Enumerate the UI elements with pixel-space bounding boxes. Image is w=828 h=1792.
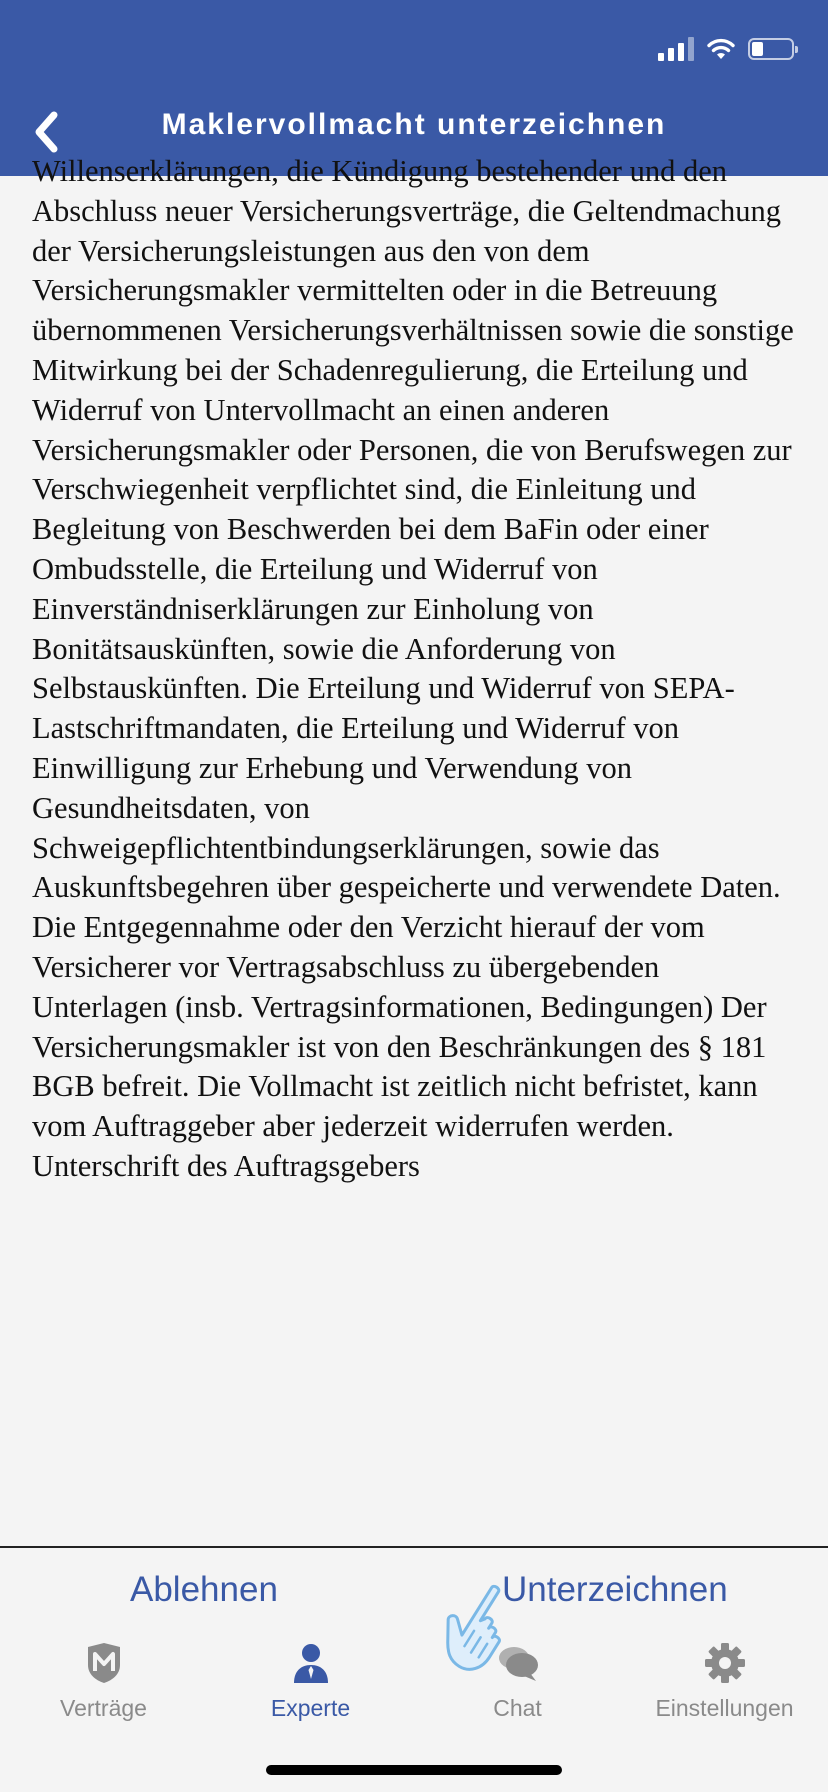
navigation-header [0, 0, 828, 176]
tab-label: Einstellungen [655, 1695, 794, 1721]
status-bar [658, 34, 794, 64]
tab-label: Verträge [60, 1695, 147, 1721]
page-title: Maklervollmacht unterzeichnen [161, 108, 667, 141]
hand-pointer-icon [438, 1580, 516, 1676]
sign-button[interactable]: Unterzeichnen [502, 1570, 728, 1609]
shield-m-icon [82, 1641, 126, 1685]
tab-label: Chat [493, 1695, 542, 1721]
person-icon [289, 1641, 333, 1685]
gear-icon [703, 1641, 747, 1685]
tab-label: Experte [270, 1695, 351, 1721]
decline-button[interactable]: Ablehnen [130, 1570, 278, 1609]
home-indicator [266, 1765, 562, 1775]
document-text: Willenserklärungen, die Kündigung bestehender und den Abschluss neuer Versicherungsverträge, die Geltendmachung der Versicherungsleistungen aus den von dem Versicherungsmakler vermittelten oder in die Betreuung übernommenen Versicherungsverhältnissen sowie die sonstige Mitwirkung bei der Schadenregulierung, die Erteilung und Widerruf von Untervollmacht an einen anderen Versicherungsmakler oder Personen, die von Berufswegen zur Verschwiegenheit verpflichtet sind, die Einleitung und Begleitung von Beschwerden bei dem BaFin oder einer Ombudsstelle, die Erteilung und Widerruf von Einverständniserklärungen zur Einholung von Bonitätsauskünften, sowie die Anforderung von Selbstauskünften. Die Erteilung und Widerruf von SEPA-Lastschriftmandaten, die Erteilung und Widerruf von Einwilligung zur Erhebung und Verwendung von Gesundheitsdaten, von Schweigepflichtentbindungserklärungen, sowie das Auskunftsbegehren über gespeicherte und verwendete Daten. Die Entgegennahme oder den Verzicht hierauf der vom Versicherer vor Vertragsabschluss zu übergebenden Unterlagen (insb. Vertragsinformationen, Bedingungen) Der Versicherungsmakler ist von den Beschränkungen des § 181 BGB befreit. Die Vollmacht ist zeitlich nicht befristet, kann vom Auftraggeber aber jederzeit widerrufen werden. Unterschrift des Auftragsgebers [32, 154, 794, 1183]
battery-icon [748, 38, 794, 60]
signature-action-bar [0, 1546, 828, 1629]
tab-einstellungen[interactable] [621, 1627, 828, 1737]
signal-icon [658, 37, 694, 61]
document-scroll-area[interactable] [32, 154, 798, 1546]
wifi-icon [706, 37, 736, 61]
tab-vertraege[interactable] [0, 1627, 207, 1737]
tab-experte[interactable] [207, 1627, 414, 1737]
